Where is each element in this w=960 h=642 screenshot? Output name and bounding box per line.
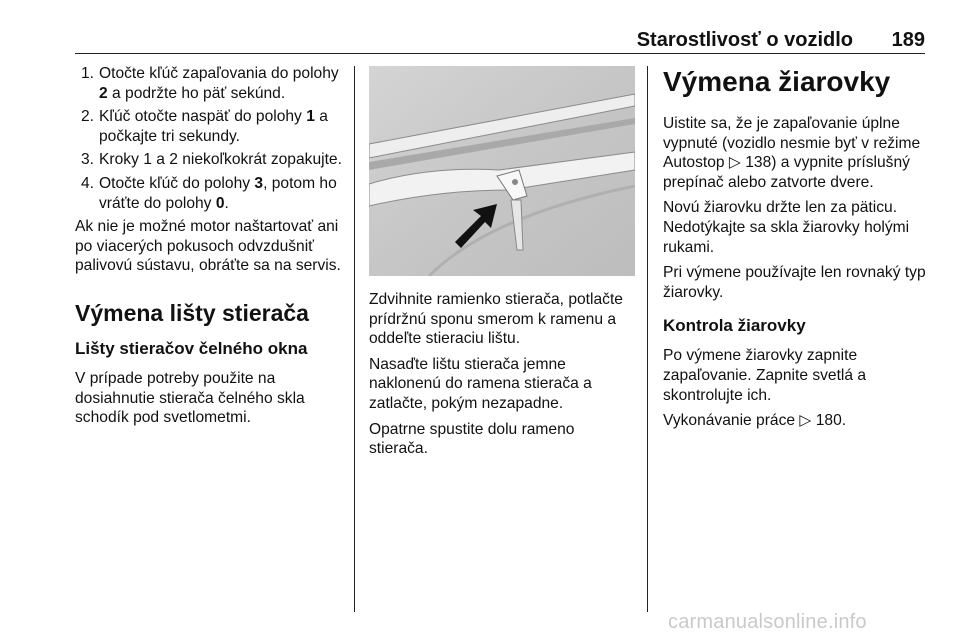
watermark: carmanualsonline.info (668, 611, 867, 633)
page-ref-icon: ▷ (728, 154, 741, 172)
page-ref[interactable]: 180 (815, 412, 842, 430)
clip-pin (512, 179, 518, 185)
paragraph: Zdvihnite ramienko stierača, potlačte prídržnú sponu smerom k ramenu a oddeľte stieraciu lištu. (369, 291, 623, 348)
list-item: 3. Kroky 1 a 2 niekoľkokrát zopakujte. (81, 151, 342, 169)
steps-list (75, 64, 351, 213)
paragraph: Ak nie je možné motor naštartovať ani po viacerých pokusoch odvzdušniť palivovú sústavu, obráťte sa na servis. (75, 218, 341, 275)
section-heading: Výmena žiarovky (663, 66, 891, 97)
paragraph: Po výmene žiarovky zapnite zapaľovanie. Zapnite svetlá a skontrolujte ich. (663, 347, 867, 404)
paragraph: Novú žiarovku držte len za päticu. Nedotýkajte sa skla žiarovky holými rukami. (663, 199, 910, 256)
paragraph: Uistite sa, že je zapaľovanie úplne vypnuté (vozidlo nesmie byť v režime Autostop ▷ 138) a vypnite príslušný prepínač alebo zatvorte dvere. (663, 115, 921, 191)
column-right (663, 64, 928, 437)
column-divider-1 (354, 66, 355, 612)
page-number: 189 (891, 29, 925, 51)
column-divider-2 (647, 66, 648, 612)
paragraph: Nasaďte lištu stierača jemne naklonenú do ramena stierača a zatlačte, pokým nezapadne. (369, 355, 592, 412)
page-ref[interactable]: 138 (745, 154, 772, 172)
list-item: 4. Otočte kľúč do polohy 3, potom ho vráťte do polohy 0. (81, 174, 337, 212)
paragraph: Pri výmene používajte len rovnaký typ žiarovky. (663, 264, 926, 301)
subsection-heading: Kontrola žiarovky (663, 316, 806, 336)
subsection-heading: Lišty stieračov čelného okna (75, 338, 308, 358)
column-left (75, 64, 351, 434)
list-item: 2. Kľúč otočte naspäť do polohy 1 a počkajte tri sekundy. (81, 108, 328, 145)
column-middle (369, 290, 635, 465)
page-ref-icon: ▷ (799, 412, 812, 430)
paragraph: V prípade potreby použite na dosiahnutie stierača čelného skla schodík pod svetlometmi. (75, 369, 305, 427)
wiper-arm-drawing (369, 66, 635, 276)
paragraph: Opatrne spustite dolu rameno stierača. (369, 420, 575, 458)
paragraph: Vykonávanie práce ▷ 180. (663, 412, 847, 430)
page-header (75, 29, 925, 54)
section-heading: Výmena lišty stierača (75, 299, 309, 326)
list-item: 1. Otočte kľúč zapaľovania do polohy 2 a podržte ho päť sekúnd. (81, 65, 339, 102)
wiper-illustration (369, 66, 635, 276)
section-title: Starostlivosť o vozidlo (636, 29, 853, 51)
